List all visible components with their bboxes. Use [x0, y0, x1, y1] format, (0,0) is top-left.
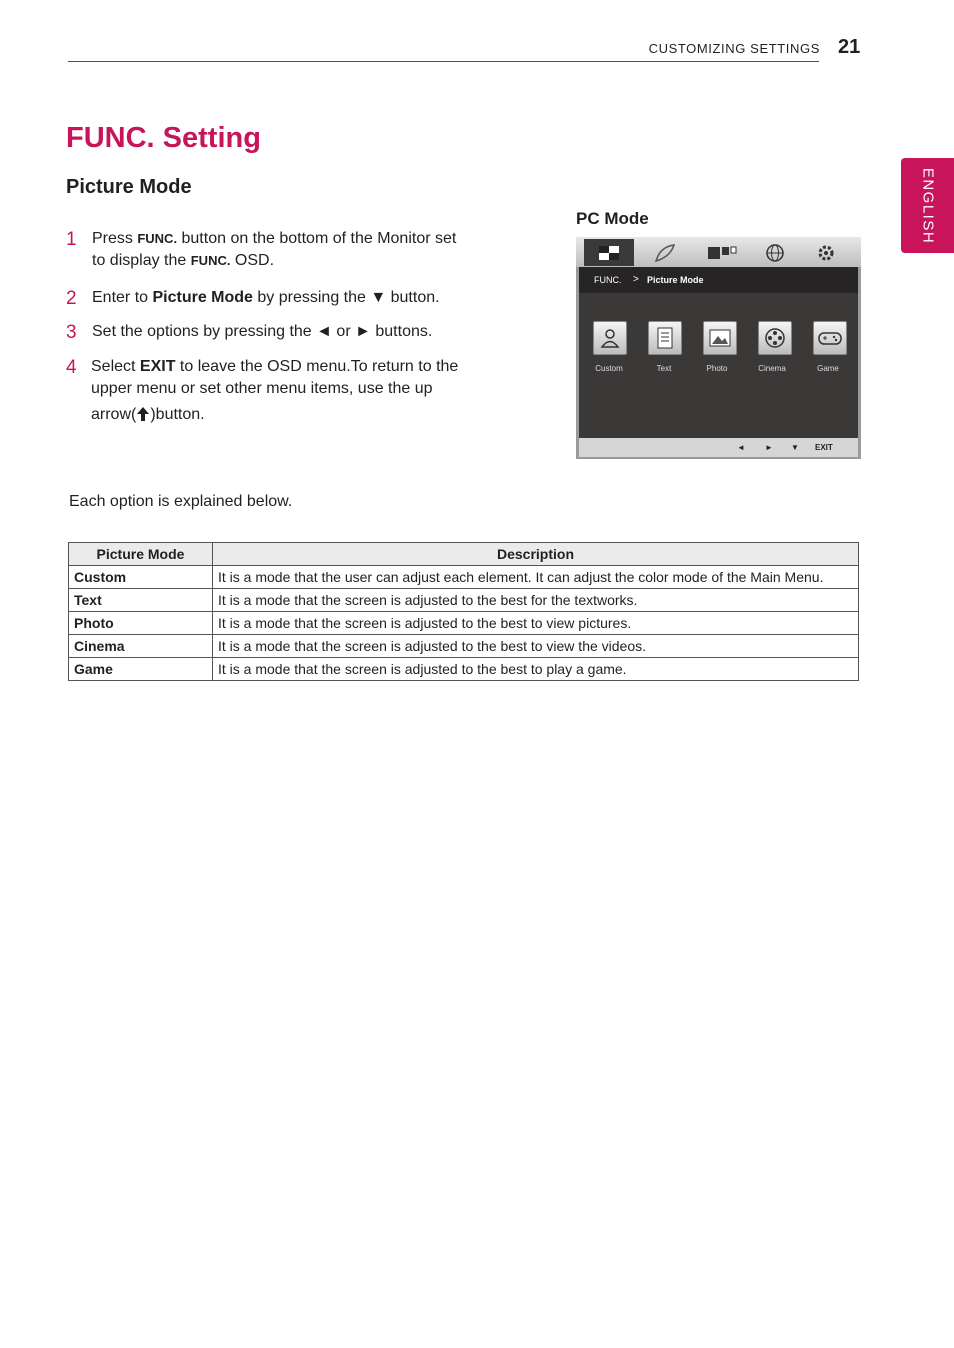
right-arrow-icon: ► — [765, 443, 773, 452]
mode-label-game: Game — [817, 364, 839, 373]
page-number: 21 — [838, 36, 861, 58]
description-cell: It is a mode that the screen is adjusted to the best to play a game. — [213, 658, 859, 681]
description-cell: It is a mode that the screen is adjusted to the best to view pictures. — [213, 612, 859, 635]
running-header-section: CUSTOMIZING SETTINGS — [648, 41, 820, 56]
mode-cell: Photo — [69, 612, 213, 635]
step-1-text: Press FUNC. button on the bottom of the Monitor set to display the FUNC. OSD. — [92, 230, 457, 269]
display-tab-icon — [697, 239, 747, 266]
table-row — [69, 566, 859, 589]
description-cell: It is a mode that the screen is adjusted to the best for the textworks. — [213, 589, 859, 612]
table-header-row — [69, 543, 859, 566]
mode-cell: Game — [69, 658, 213, 681]
game-mode-icon — [813, 321, 847, 355]
globe-tab-icon — [750, 239, 800, 266]
step-3-text: Set the options by pressing the ◄ or ► buttons. — [92, 323, 433, 340]
table-row — [69, 635, 859, 658]
settings-tab-icon — [801, 239, 851, 266]
mode-cell: Cinema — [69, 635, 213, 658]
step-2-text: Enter to Picture Mode by pressing the ▼ button. — [92, 289, 440, 306]
section-subtitle: Picture Mode — [66, 176, 192, 198]
step-number: 3 — [66, 322, 77, 343]
picture-mode-table — [68, 542, 859, 681]
picture-tab-icon — [584, 239, 634, 266]
down-arrow-icon: ▼ — [791, 443, 799, 452]
custom-mode-icon — [593, 321, 627, 355]
left-arrow-icon: ◄ — [737, 443, 745, 452]
osd-screenshot — [576, 237, 861, 459]
description-cell: It is a mode that the screen is adjusted to the best to view the videos. — [213, 635, 859, 658]
column-header: Picture Mode — [69, 543, 213, 566]
mode-label-photo: Photo — [706, 364, 728, 373]
step-number: 1 — [66, 229, 77, 250]
header-divider — [68, 61, 819, 62]
osd-breadcrumb: FUNC. > Picture Mode — [579, 267, 858, 293]
exit-label: EXIT — [815, 443, 833, 452]
table-row — [69, 612, 859, 635]
mode-label-cinema: Cinema — [758, 364, 786, 373]
language-tab — [901, 158, 954, 253]
up-arrow-icon — [136, 406, 150, 429]
osd-nav-bar — [579, 438, 858, 457]
table-row — [69, 658, 859, 681]
mode-cell: Text — [69, 589, 213, 612]
mode-cell: Custom — [69, 566, 213, 589]
osd-tab-bar — [576, 237, 861, 267]
mode-label-custom: Custom — [595, 364, 623, 373]
table-row — [69, 589, 859, 612]
description-cell: It is a mode that the user can adjust each element. It can adjust the color mode of the Main Menu. — [213, 566, 859, 589]
table-intro: Each option is explained below. — [69, 493, 293, 510]
step-number: 2 — [66, 288, 77, 309]
cinema-mode-icon — [758, 321, 792, 355]
osd-caption: PC Mode — [576, 209, 649, 228]
text-mode-icon — [648, 321, 682, 355]
color-tab-icon — [640, 239, 690, 266]
mode-label-text: Text — [656, 364, 672, 373]
step-4-text: Select EXIT to leave the OSD menu.To return to the upper menu or set other menu items, use the up arrow( )button. — [91, 356, 491, 429]
step-number: 4 — [66, 357, 77, 378]
column-header: Description — [213, 543, 859, 566]
page-title: FUNC. Setting — [66, 122, 261, 154]
language-tab-label: ENGLISH — [919, 167, 936, 244]
photo-mode-icon — [703, 321, 737, 355]
